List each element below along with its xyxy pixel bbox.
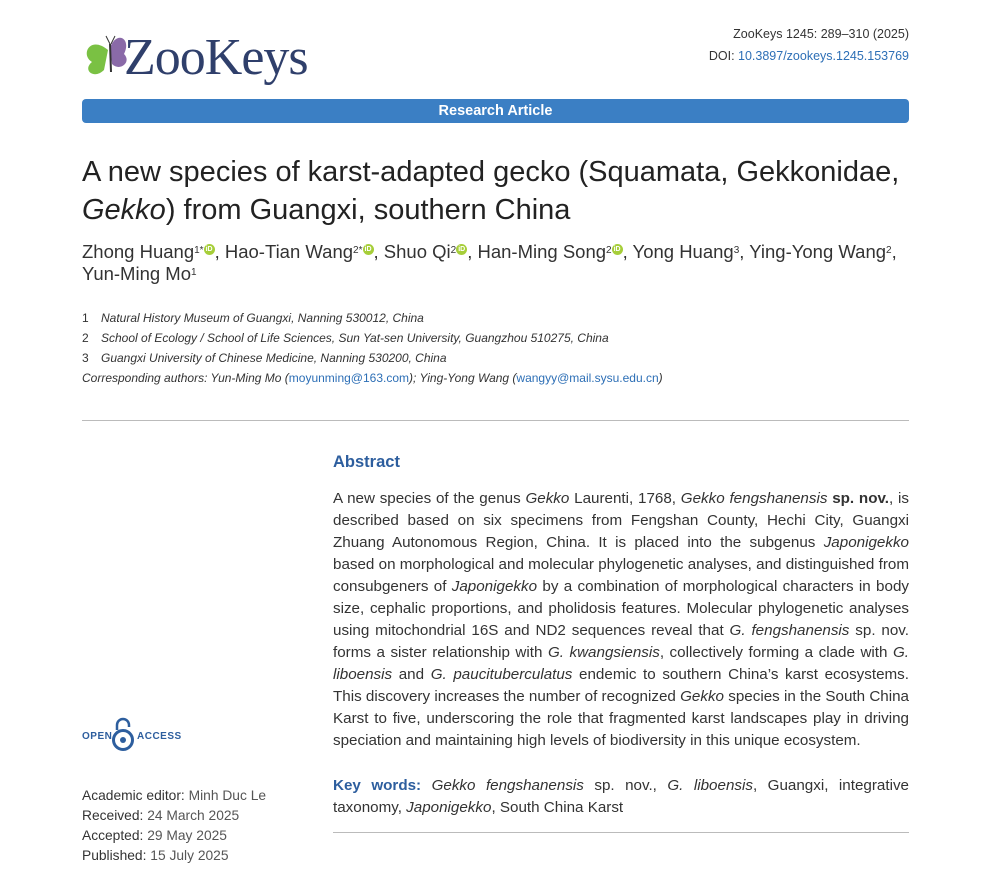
author-affiliation-marker: 2 xyxy=(450,245,457,256)
editor-name: Minh Duc Le xyxy=(188,788,267,803)
affiliation-item xyxy=(82,308,912,328)
author-name: Shuo Qi xyxy=(383,241,451,262)
abstract-segment: G. kwangsiensis xyxy=(547,644,660,661)
abstract-segment: sp. nov. xyxy=(832,490,890,507)
abstract-segment: Japonigekko xyxy=(823,534,909,551)
abstract-segment: based on morphological and molecular phylogenetic analyses, and distinguished from consubgeners of xyxy=(333,556,909,595)
journal-logo-text[interactable]: ZooKeys xyxy=(124,29,308,86)
keyword-segment: , South China Karst xyxy=(491,799,624,816)
corresp-middle: ); Ying-Yong Wang ( xyxy=(409,371,517,385)
affiliation-text: Natural History Museum of Guangxi, Nanning 530012, China xyxy=(101,311,424,325)
author-name: Yun-Ming Mo xyxy=(82,263,191,284)
orcid-icon[interactable]: iD xyxy=(364,246,372,253)
author-affiliation-marker: 2 xyxy=(606,245,612,256)
corresp-suffix: ) xyxy=(658,371,663,385)
published-date: 15 July 2025 xyxy=(150,848,229,863)
received-line xyxy=(82,806,266,826)
published-line xyxy=(82,846,266,866)
corresponding-authors xyxy=(82,368,912,388)
doi-line xyxy=(709,49,909,63)
author-affiliation-marker: 2* xyxy=(353,245,363,256)
affiliation-item xyxy=(82,328,912,348)
affiliations xyxy=(82,308,912,388)
email-link-mo[interactable]: moyunming@163.com xyxy=(288,371,410,385)
editorial-info xyxy=(82,786,266,866)
abstract-body xyxy=(333,488,909,752)
editor-line xyxy=(82,786,266,806)
abstract-segment: Laurenti, 1768, xyxy=(569,490,681,507)
author-list: Zhong Huang$^{1*}$ iD , Hao-Tian Wang$^{2*}$ iD , Shuo Qi$^2$ iD , Han-Ming Song$^2$ iD , Yong Huang$^3$, Ying-Yong Wang$^2$, Yun-Ming Mo$^1$ xyxy=(82,241,897,284)
accepted-line xyxy=(82,826,266,846)
abstract-segment: , is described based on six specimens from Fengshan County, Hechi City, Guangxi Zhuang Autonomous Region, China. It is placed into the subgenus xyxy=(333,490,909,551)
abstract-heading: Abstract xyxy=(333,453,400,471)
open-access-right-text: ACCESS xyxy=(137,731,182,742)
received-date: 24 March 2025 xyxy=(147,808,240,823)
author-name: Ying-Yong Wang xyxy=(749,241,887,262)
author-affiliation-marker: 1 xyxy=(191,267,197,278)
affiliation-number: 3 xyxy=(82,351,89,365)
keyword-segment: G. liboensis xyxy=(667,777,753,794)
title-part2: ) from Guangxi, southern China xyxy=(165,194,571,226)
keyword-segment: sp. nov., xyxy=(583,777,668,794)
author-name: Han-Ming Song xyxy=(477,241,607,262)
orcid-icon[interactable]: iD xyxy=(613,246,621,253)
author-affiliation-marker: 1* xyxy=(194,245,204,256)
abstract-segment: endemic to southern China’s karst ecosystems. This discovery increases the number of recognized xyxy=(333,666,909,705)
doi-label: DOI: xyxy=(708,49,739,63)
abstract-segment: G. fengshanensis xyxy=(729,622,850,639)
editor-label: Academic editor: xyxy=(82,788,189,803)
accepted-date: 29 May 2025 xyxy=(147,828,227,843)
orcid-icon[interactable]: iD xyxy=(205,246,213,253)
abstract-segment: G. paucituberculatus xyxy=(430,666,573,683)
author-name: Yong Huang xyxy=(632,241,734,262)
author-affiliation-marker: 3 xyxy=(733,245,740,256)
published-label: Published: xyxy=(82,848,151,863)
keywords xyxy=(333,775,909,819)
corresp-prefix: Corresponding authors: Yun-Ming Mo ( xyxy=(82,371,289,385)
journal-reference: ZooKeys 1245: 289–310 (2025) xyxy=(733,27,909,41)
open-access-left-text: OPEN xyxy=(82,731,113,742)
title-genus: Gekko xyxy=(82,194,166,226)
author-name: Zhong Huang xyxy=(82,241,195,262)
keyword-segment: Gekko fengshanensis xyxy=(431,777,584,794)
abstract-segment: Gekko xyxy=(525,490,570,507)
section-divider xyxy=(82,420,909,421)
abstract-segment: Gekko fengshanensis xyxy=(680,490,828,507)
open-access-lock-icon xyxy=(111,716,135,752)
affiliation-item xyxy=(82,348,912,368)
keyword-segment: Japonigekko xyxy=(406,799,492,816)
doi-link[interactable]: 10.3897/zookeys.1245.153769 xyxy=(738,49,909,63)
author-affiliation-marker: 2 xyxy=(886,245,892,256)
abstract-divider xyxy=(333,832,909,833)
abstract-segment: G. liboensis xyxy=(333,644,910,683)
abstract-segment: Gekko xyxy=(680,688,724,705)
article-title xyxy=(82,153,912,229)
orcid-icon[interactable]: iD xyxy=(458,246,466,253)
keyword-segment: , Guangxi, integrative taxonomy, xyxy=(333,777,909,816)
received-label: Received: xyxy=(82,808,148,823)
abstract-segment: Japonigekko xyxy=(451,578,538,595)
affiliation-text: Guangxi University of Chinese Medicine, Nanning 530200, China xyxy=(101,351,447,365)
keyword-segment xyxy=(421,777,431,794)
affiliation-number: 2 xyxy=(82,331,89,345)
abstract-segment: species in the South China Karst to five, underscoring the role that fragmented karst landscapes play in driving speciation and maintaining high levels of biodiversity in this unique ecosystem. xyxy=(333,688,909,749)
title-part1: A new species of karst-adapted gecko (Squamata, Gekkonidae, xyxy=(82,156,900,188)
email-link-wang[interactable]: wangyy@mail.sysu.edu.cn xyxy=(516,371,659,385)
abstract-segment: by a combination of morphological characters in body size, cephalic proportions, and pholidosis features. Molecular phylogenetic analyses using mitochondrial 16S and ND2 sequences reveal that xyxy=(333,578,909,639)
abstract-segment: , collectively forming a clade with xyxy=(659,644,893,661)
abstract-segment: sp. nov. forms a sister relationship with xyxy=(333,622,909,661)
article-type-banner: Research Article xyxy=(82,99,909,123)
affiliation-number: 1 xyxy=(82,311,89,325)
accepted-label: Accepted: xyxy=(82,828,148,843)
abstract-segment: and xyxy=(392,666,431,683)
affiliation-text: School of Ecology / School of Life Sciences, Sun Yat-sen University, Guangzhou 510275, China xyxy=(101,331,609,345)
author-name: Hao-Tian Wang xyxy=(224,241,354,262)
abstract-segment: A new species of the genus xyxy=(333,490,526,507)
keywords-label: Key words: xyxy=(333,777,422,794)
